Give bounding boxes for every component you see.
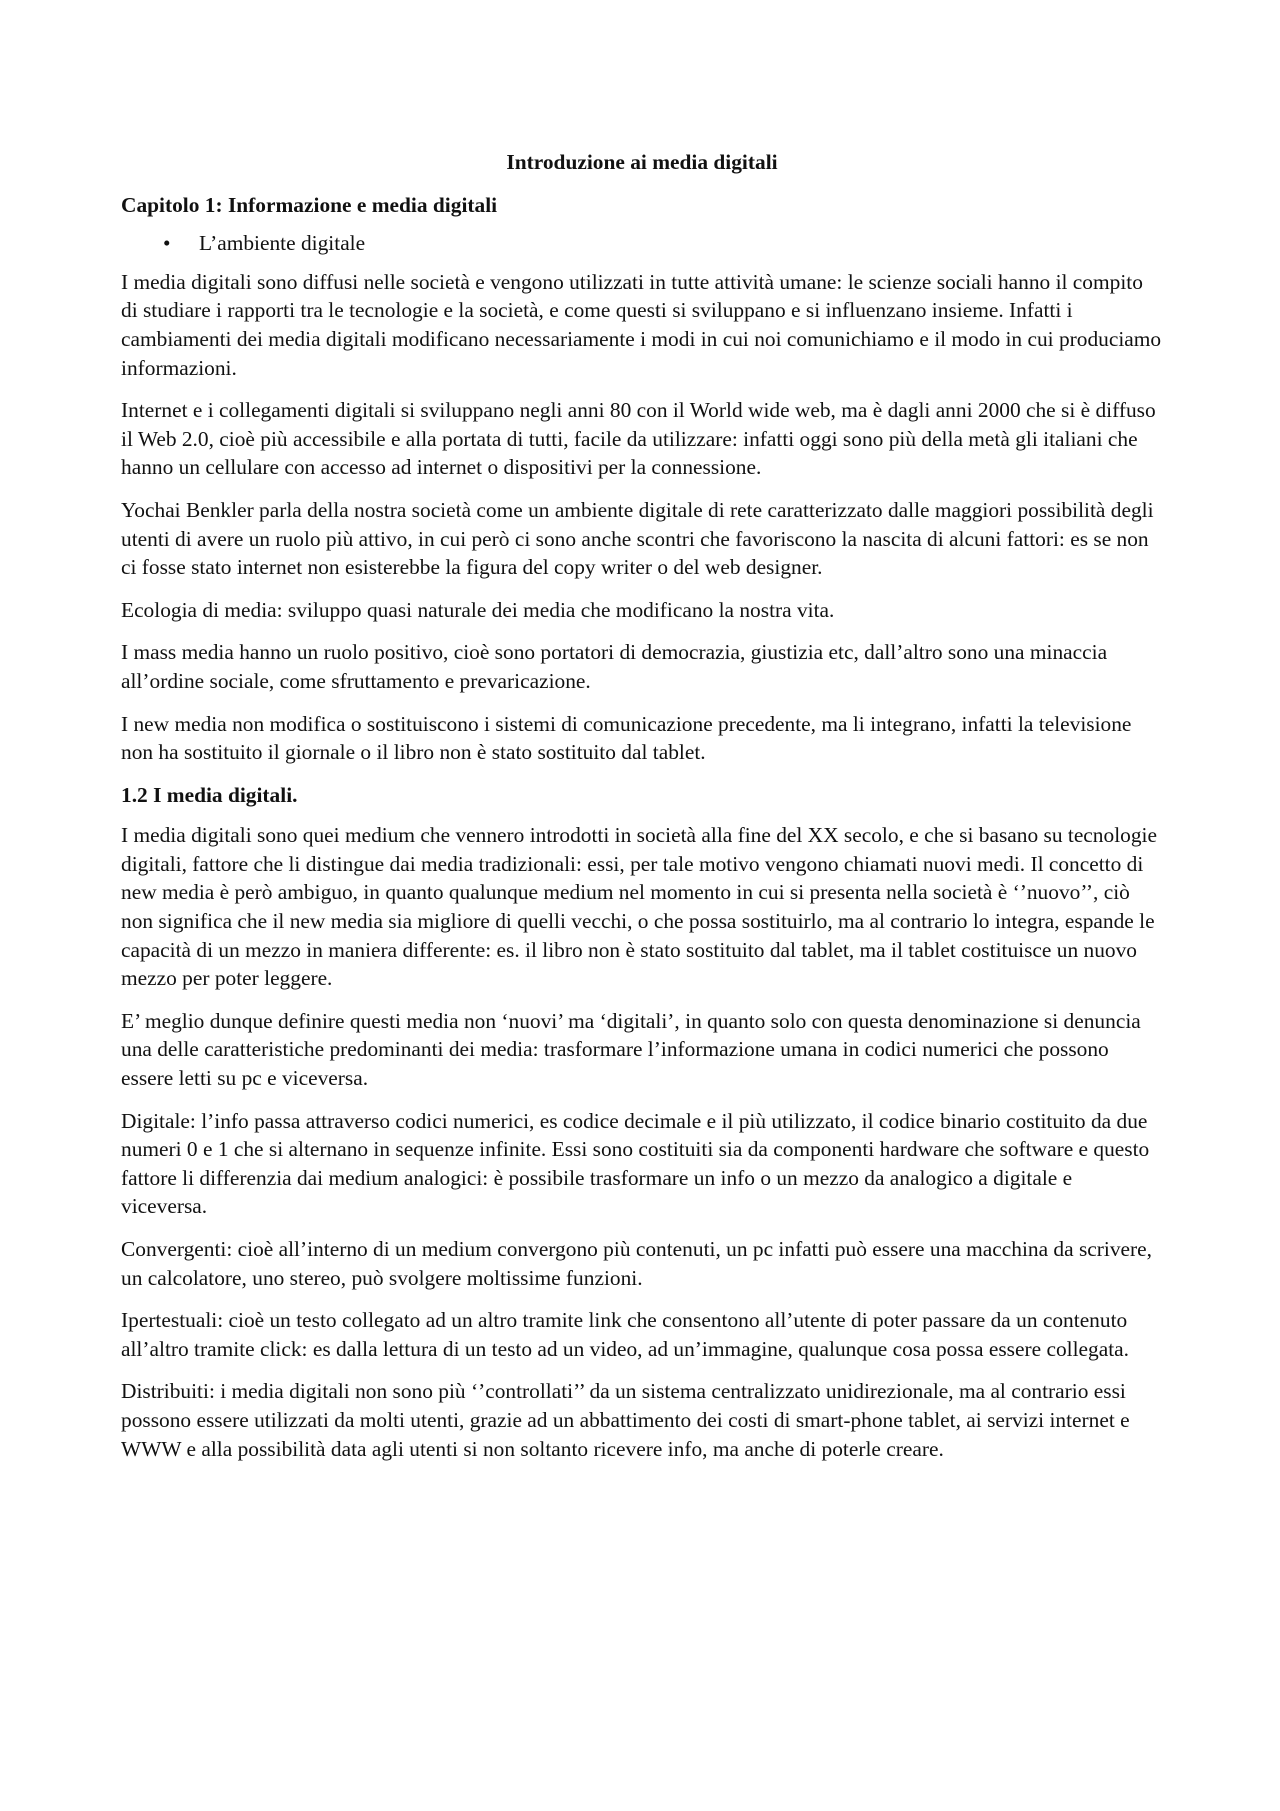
paragraph: Digitale: l’info passa attraverso codici numerici, es codice decimale e il più utilizzato, il codice binario costituito da due numeri 0 e 1 che si alternano in sequenze infinite. Essi sono costituiti sia da componenti hardware che software e questo fattore li differenzia dai medium analogici: è possibile trasformare un info o un mezzo da analogico a digitale e viceversa. [121, 1108, 1150, 1219]
paragraph: Internet e i collegamenti digitali si sviluppano negli anni 80 con il World wide web, ma è dagli anni 2000 che si è diffuso il Web 2.0, cioè più accessibile e alla portata di tutti, facile da utilizzare: infatti oggi sono più della metà gli italiani che hanno un cellulare con accesso ad internet o dispositivi per la connessione. [121, 398, 1156, 480]
list-item [121, 229, 1163, 258]
chapter-heading: Capitolo 1: Informazione e media digitali [121, 192, 498, 217]
paragraph: I media digitali sono diffusi nelle società e vengono utilizzati in tutte attività umane: le scienze sociali hanno il compito di studiare i rapporti tra le tecnologie e la società, e come questi si sviluppano e si influenzano insieme. Infatti i cambiamenti dei media digitali modificano necessariamente i modi in cui noi comunichiamo e il modo in cui produciamo informazioni. [121, 269, 1162, 380]
bullet-dot-icon: • [163, 231, 171, 256]
document-page [121, 148, 1163, 1477]
paragraph: Ipertestuali: cioè un testo collegato ad un altro tramite link che consentono all’utente di poter passare da un contenuto all’altro tramite click: es dalla lettura di un testo ad un video, ad un’immagine, qualunque cosa possa essere collegata. [121, 1308, 1129, 1361]
paragraph: Yochai Benkler parla della nostra società come un ambiente digitale di rete caratterizzato dalle maggiori possibilità degli utenti di avere un ruolo più attivo, in cui però ci sono anche scontri che favoriscono la nascita di alcuni fattori: es se non ci fosse stato internet non esisterebbe la figura del copy writer o del web designer. [121, 497, 1154, 580]
paragraph: I new media non modifica o sostituiscono i sistemi di comunicazione precedente, ma li integrano, infatti la televisione non ha sostituito il giornale o il libro non è stato sostituito dal tablet. [121, 711, 1132, 765]
paragraph: E’ meglio dunque definire questi media non ‘nuovi’ ma ‘digitali’, in quanto solo con questa denominazione si denuncia una delle caratteristiche predominanti dei media: trasformare l’informazione umana in codici numerici che possono essere letti su pc e viceversa. [121, 1008, 1141, 1091]
paragraph: Convergenti: cioè all’interno di un medium convergono più contenuti, un pc infatti può essere una macchina da scrivere, un calcolatore, uno stereo, può svolgere moltissime funzioni. [121, 1237, 1153, 1290]
paragraph: I media digitali sono quei medium che vennero introdotti in società alla fine del XX secolo, e che si basano su tecnologie digitali, fattore che li distingue dai media tradizionali: essi, per tale motivo vengono chiamati nuovi medi. Il concetto di new media è però ambiguo, in quanto qualunque medium nel momento in cui si presenta nella società è ‘’nuovo’’, ciò non significa che il new media sia migliore di quelli vecchi, o che possa sostituirlo, ma al contrario lo integra, espande le capacità di un mezzo in maniera differente: es. il libro non è stato sostituito dal tablet, ma il tablet costituisce un nuovo mezzo per poter leggere. [121, 823, 1157, 991]
bullet-list [121, 229, 1163, 258]
document-title: Introduzione ai media digitali [506, 150, 778, 174]
bullet-item-text: L’ambiente digitale [199, 231, 366, 256]
section-heading: 1.2 I media digitali. [121, 782, 298, 807]
paragraph: Distribuiti: i media digitali non sono più ‘’controllati’’ da un sistema centralizzato unidirezionale, ma al contrario essi possono essere utilizzati da molti utenti, grazie ad un abbattimento dei costi di smart-phone tablet, ai servizi internet e WWW e alla possibilità data agli utenti si non soltanto ricevere info, ma anche di poterle creare. [121, 1379, 1130, 1461]
paragraph: Ecologia di media: sviluppo quasi naturale dei media che modificano la nostra vita. [121, 597, 835, 622]
paragraph: I mass media hanno un ruolo positivo, cioè sono portatori di democrazia, giustizia etc, dall’altro sono una minaccia all’ordine sociale, come sfruttamento e prevaricazione. [121, 640, 1108, 693]
